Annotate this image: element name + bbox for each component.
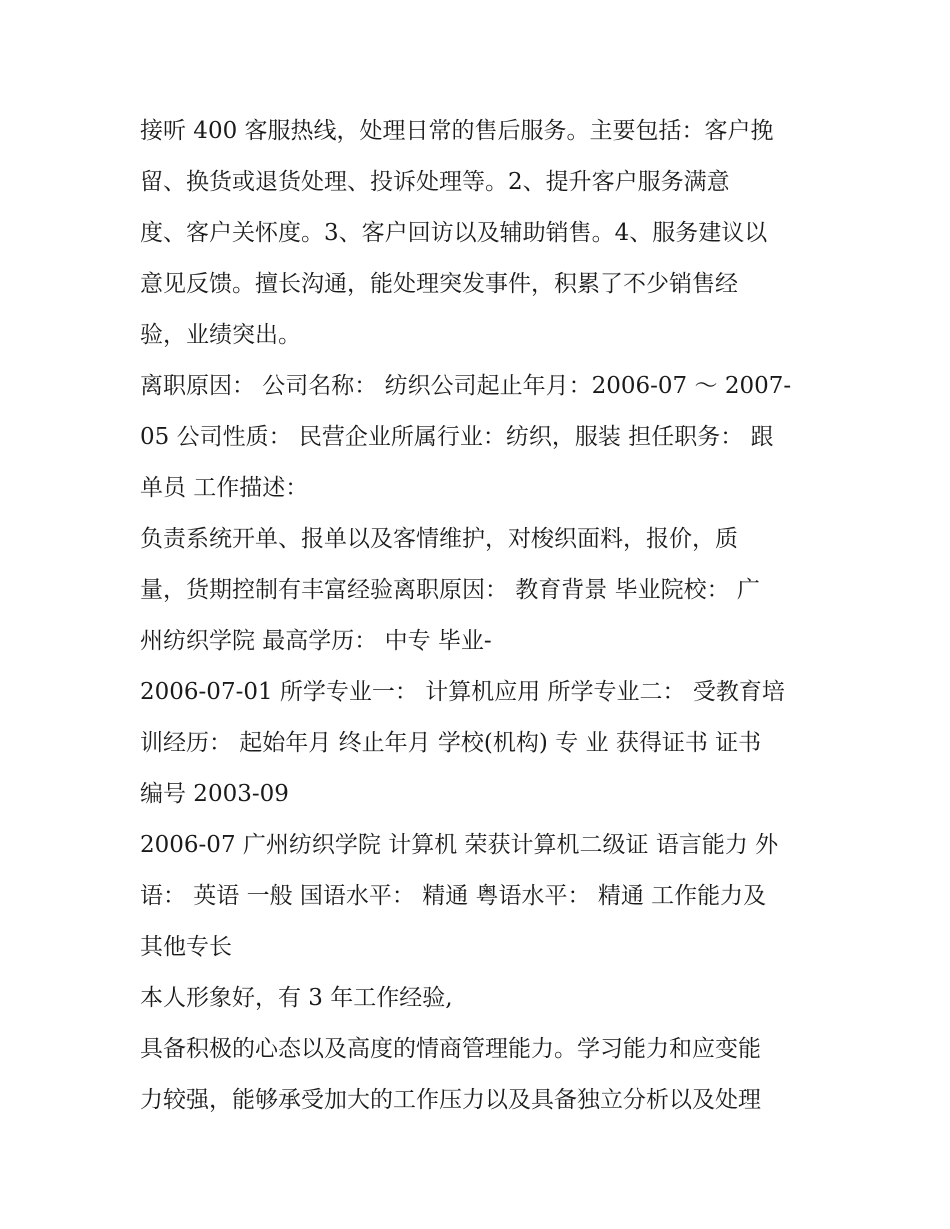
text-line: 其他专长 (140, 934, 232, 960)
text-line: 训经历： 起始年月 终止年月 学校(机构) 专 业 获得证书 证书 (140, 730, 762, 756)
text-line: 度、客户关怀度。3、客户回访以及辅助销售。4、服务建议以 (140, 220, 768, 246)
document-page (140, 112, 820, 1132)
text-line: 接听 400 客服热线，处理日常的售后服务。主要包括：客户挽 (140, 118, 774, 144)
text-line: 验，业绩突出。 (140, 322, 301, 348)
text-line: 离职原因： 公司名称： 纺织公司起止年月：2006-07 ～ 2007- (140, 373, 792, 399)
text-line: 具备积极的心态以及高度的情商管理能力。学习能力和应变能 (140, 1036, 761, 1062)
text-line: 本人形象好，有 3 年工作经验, (140, 985, 453, 1011)
text-line: 力较强，能够承受加大的工作压力以及具备独立分析以及处理 (140, 1087, 761, 1113)
text-line: 单员 工作描述： (140, 475, 309, 501)
text-line: 负责系统开单、报单以及客情维护，对梭织面料，报价，质 (140, 526, 738, 552)
text-line: 意见反馈。擅长沟通，能处理突发事件，积累了不少销售经 (140, 271, 738, 297)
text-line: 留、换货或退货处理、投诉处理等。2、提升客户服务满意 (140, 169, 730, 195)
text-line: 编号 2003-09 (140, 781, 289, 807)
text-line: 州纺织学院 最高学历： 中专 毕业- (140, 628, 492, 654)
text-line: 2006-07 广州纺织学院 计算机 荣获计算机二级证 语言能力 外 (140, 832, 779, 858)
text-line: 语： 英语 一般 国语水平： 精通 粤语水平： 精通 工作能力及 (140, 883, 767, 909)
text-line: 量，货期控制有丰富经验离职原因： 教育背景 毕业院校： 广 (140, 577, 760, 603)
text-line: 2006-07-01 所学专业一： 计算机应用 所学专业二： 受教育培 (140, 679, 785, 705)
text-line: 05 公司性质： 民营企业所属行业：纺织，服装 担任职务： 跟 (140, 424, 774, 450)
